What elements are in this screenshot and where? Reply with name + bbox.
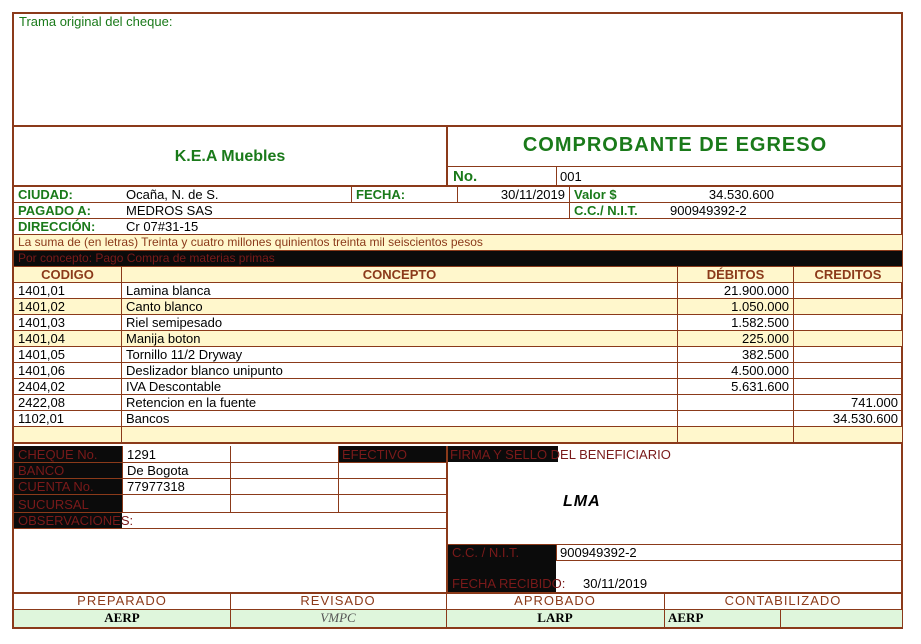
original-check-label: Trama original del cheque: — [19, 14, 173, 29]
prepared-signature: AERP — [104, 610, 140, 625]
table-row — [14, 299, 902, 315]
row-debit — [678, 395, 794, 410]
company-name: K.E.A Muebles — [174, 148, 286, 165]
approved-label: APROBADO — [514, 593, 596, 608]
row-debit: 382.500 — [678, 347, 794, 362]
row-concept: Retencion en la fuente — [122, 395, 678, 410]
amount-in-words: La suma de (en letras) Treinta y cuatro millones quinientos treinta mil seiscientos pesos — [18, 235, 483, 249]
date-value: 30/11/2019 — [458, 187, 570, 202]
row-debit: 1.582.500 — [678, 315, 794, 330]
row-credit — [794, 427, 902, 442]
branch-label: SUCURSAL — [18, 497, 89, 512]
address-value: Cr 07#31-15 — [126, 219, 199, 234]
divider — [556, 560, 902, 561]
city-date-row — [14, 187, 902, 203]
row-code: 1401,04 — [14, 331, 122, 346]
row-credit — [794, 363, 902, 378]
amount-label: Valor $ — [574, 187, 617, 202]
table-header — [14, 267, 902, 283]
account-label: CUENTA No. — [18, 479, 94, 494]
divider — [446, 126, 448, 186]
divider — [338, 446, 339, 512]
reviewed-signature: VMPC — [320, 610, 356, 625]
city-label: CIUDAD: — [18, 187, 73, 202]
paid-to-label: PAGADO A: — [18, 203, 91, 218]
row-code: 1401,06 — [14, 363, 122, 378]
check-number-label: CHEQUE No. — [18, 447, 98, 462]
divider — [448, 166, 902, 167]
row-code: 1102,01 — [14, 411, 122, 426]
row-credit: 34.530.600 — [832, 411, 898, 426]
col-debitos: DÉBITOS — [678, 267, 794, 282]
row-concept: Tornillo 11/2 Dryway — [122, 347, 678, 362]
table-row — [14, 363, 902, 379]
reviewed-label: REVISADO — [300, 593, 376, 608]
date-label: FECHA: — [352, 187, 458, 202]
row-code: 1401,05 — [14, 347, 122, 362]
row-debit: 225.000 — [678, 331, 794, 346]
paid-to-value: MEDROS SAS — [122, 203, 570, 218]
row-debit: 5.631.600 — [678, 379, 794, 394]
city-value: Ocaña, N. de S. — [122, 187, 352, 202]
received-date-label: FECHA RECIBIDO: — [452, 576, 566, 591]
concept-text: Por concepto: Pago Compra de materias primas — [18, 251, 275, 265]
row-code: 1401,02 — [14, 299, 122, 314]
row-concept: Deslizador blanco unipunto — [122, 363, 678, 378]
number-label: No. — [453, 168, 478, 185]
row-debit: 1.050.000 — [678, 299, 794, 314]
row-credit — [794, 315, 902, 330]
table-row — [14, 379, 902, 395]
account-value: 77977318 — [127, 479, 185, 494]
col-codigo: CODIGO — [14, 267, 122, 282]
table-row — [14, 411, 902, 427]
signature-mark: LMA — [563, 493, 601, 510]
row-debit: 4.500.000 — [678, 363, 794, 378]
row-debit: 21.900.000 — [678, 283, 794, 298]
row-credit — [794, 331, 902, 346]
bank-value: De Bogota — [127, 463, 189, 478]
col-concepto: CONCEPTO — [122, 267, 678, 282]
prepared-label: PREPARADO — [77, 593, 167, 608]
divider — [14, 512, 446, 513]
divider — [664, 592, 665, 627]
accounted-label: CONTABILIZADO — [724, 593, 842, 608]
divider — [14, 125, 902, 127]
address-row — [14, 219, 902, 235]
row-concept: Lamina blanca — [122, 283, 678, 298]
row-concept: Bancos — [122, 411, 678, 426]
concept-row — [14, 251, 902, 267]
check-number-value: 1291 — [127, 447, 156, 462]
table-row — [14, 315, 902, 331]
table-row — [14, 395, 902, 411]
table-row-empty — [14, 427, 902, 444]
row-concept — [122, 427, 678, 442]
row-credit: 741.000 — [851, 395, 898, 410]
number-value: 001 — [560, 169, 582, 184]
address-label: DIRECCIÓN: — [18, 219, 96, 234]
divider — [230, 446, 231, 512]
row-debit — [678, 411, 794, 426]
recipient-id-label: C.C. / N.I.T. — [452, 545, 520, 560]
row-credit — [794, 299, 902, 314]
approved-signature: LARP — [537, 610, 573, 625]
row-concept: IVA Descontable — [122, 379, 678, 394]
recipient-id-value: 900949392-2 — [560, 545, 637, 560]
observations-label: OBSERVACIONES: — [18, 513, 134, 528]
received-date-value: 30/11/2019 — [583, 576, 648, 591]
cash-label: EFECTIVO — [342, 447, 408, 462]
row-debit — [678, 427, 794, 442]
document-title: COMPROBANTE DE EGRESO — [522, 134, 828, 156]
row-code: 2404,02 — [14, 379, 122, 394]
divider — [14, 528, 446, 529]
row-credit — [794, 379, 902, 394]
divider — [556, 545, 557, 561]
row-credit — [794, 283, 902, 298]
bank-label: BANCO — [18, 463, 65, 478]
row-concept: Riel semipesado — [122, 315, 678, 330]
row-concept: Canto blanco — [122, 299, 678, 314]
col-creditos: CREDITOS — [814, 267, 882, 282]
row-code: 1401,03 — [14, 315, 122, 330]
paid-to-row — [14, 203, 902, 219]
row-code: 1401,01 — [14, 283, 122, 298]
row-code — [14, 427, 122, 442]
accounted-signature: AERP — [668, 610, 704, 625]
row-concept: Manija boton — [122, 331, 678, 346]
divider — [780, 609, 781, 627]
row-code: 2422,08 — [14, 395, 122, 410]
tax-id-label: C.C./ N.I.T. — [574, 203, 638, 218]
amount-in-words-row — [14, 235, 902, 251]
tax-id-value: 900949392-2 — [670, 203, 747, 218]
amount-value: 34.530.600 — [708, 187, 774, 202]
divider — [556, 166, 557, 186]
row-credit — [794, 347, 902, 362]
divider — [122, 446, 123, 512]
table-row — [14, 283, 902, 299]
signature-label: FIRMA Y SELLO DEL BENEFICIARIO — [450, 447, 671, 462]
table-row — [14, 347, 902, 363]
table-row — [14, 331, 902, 347]
